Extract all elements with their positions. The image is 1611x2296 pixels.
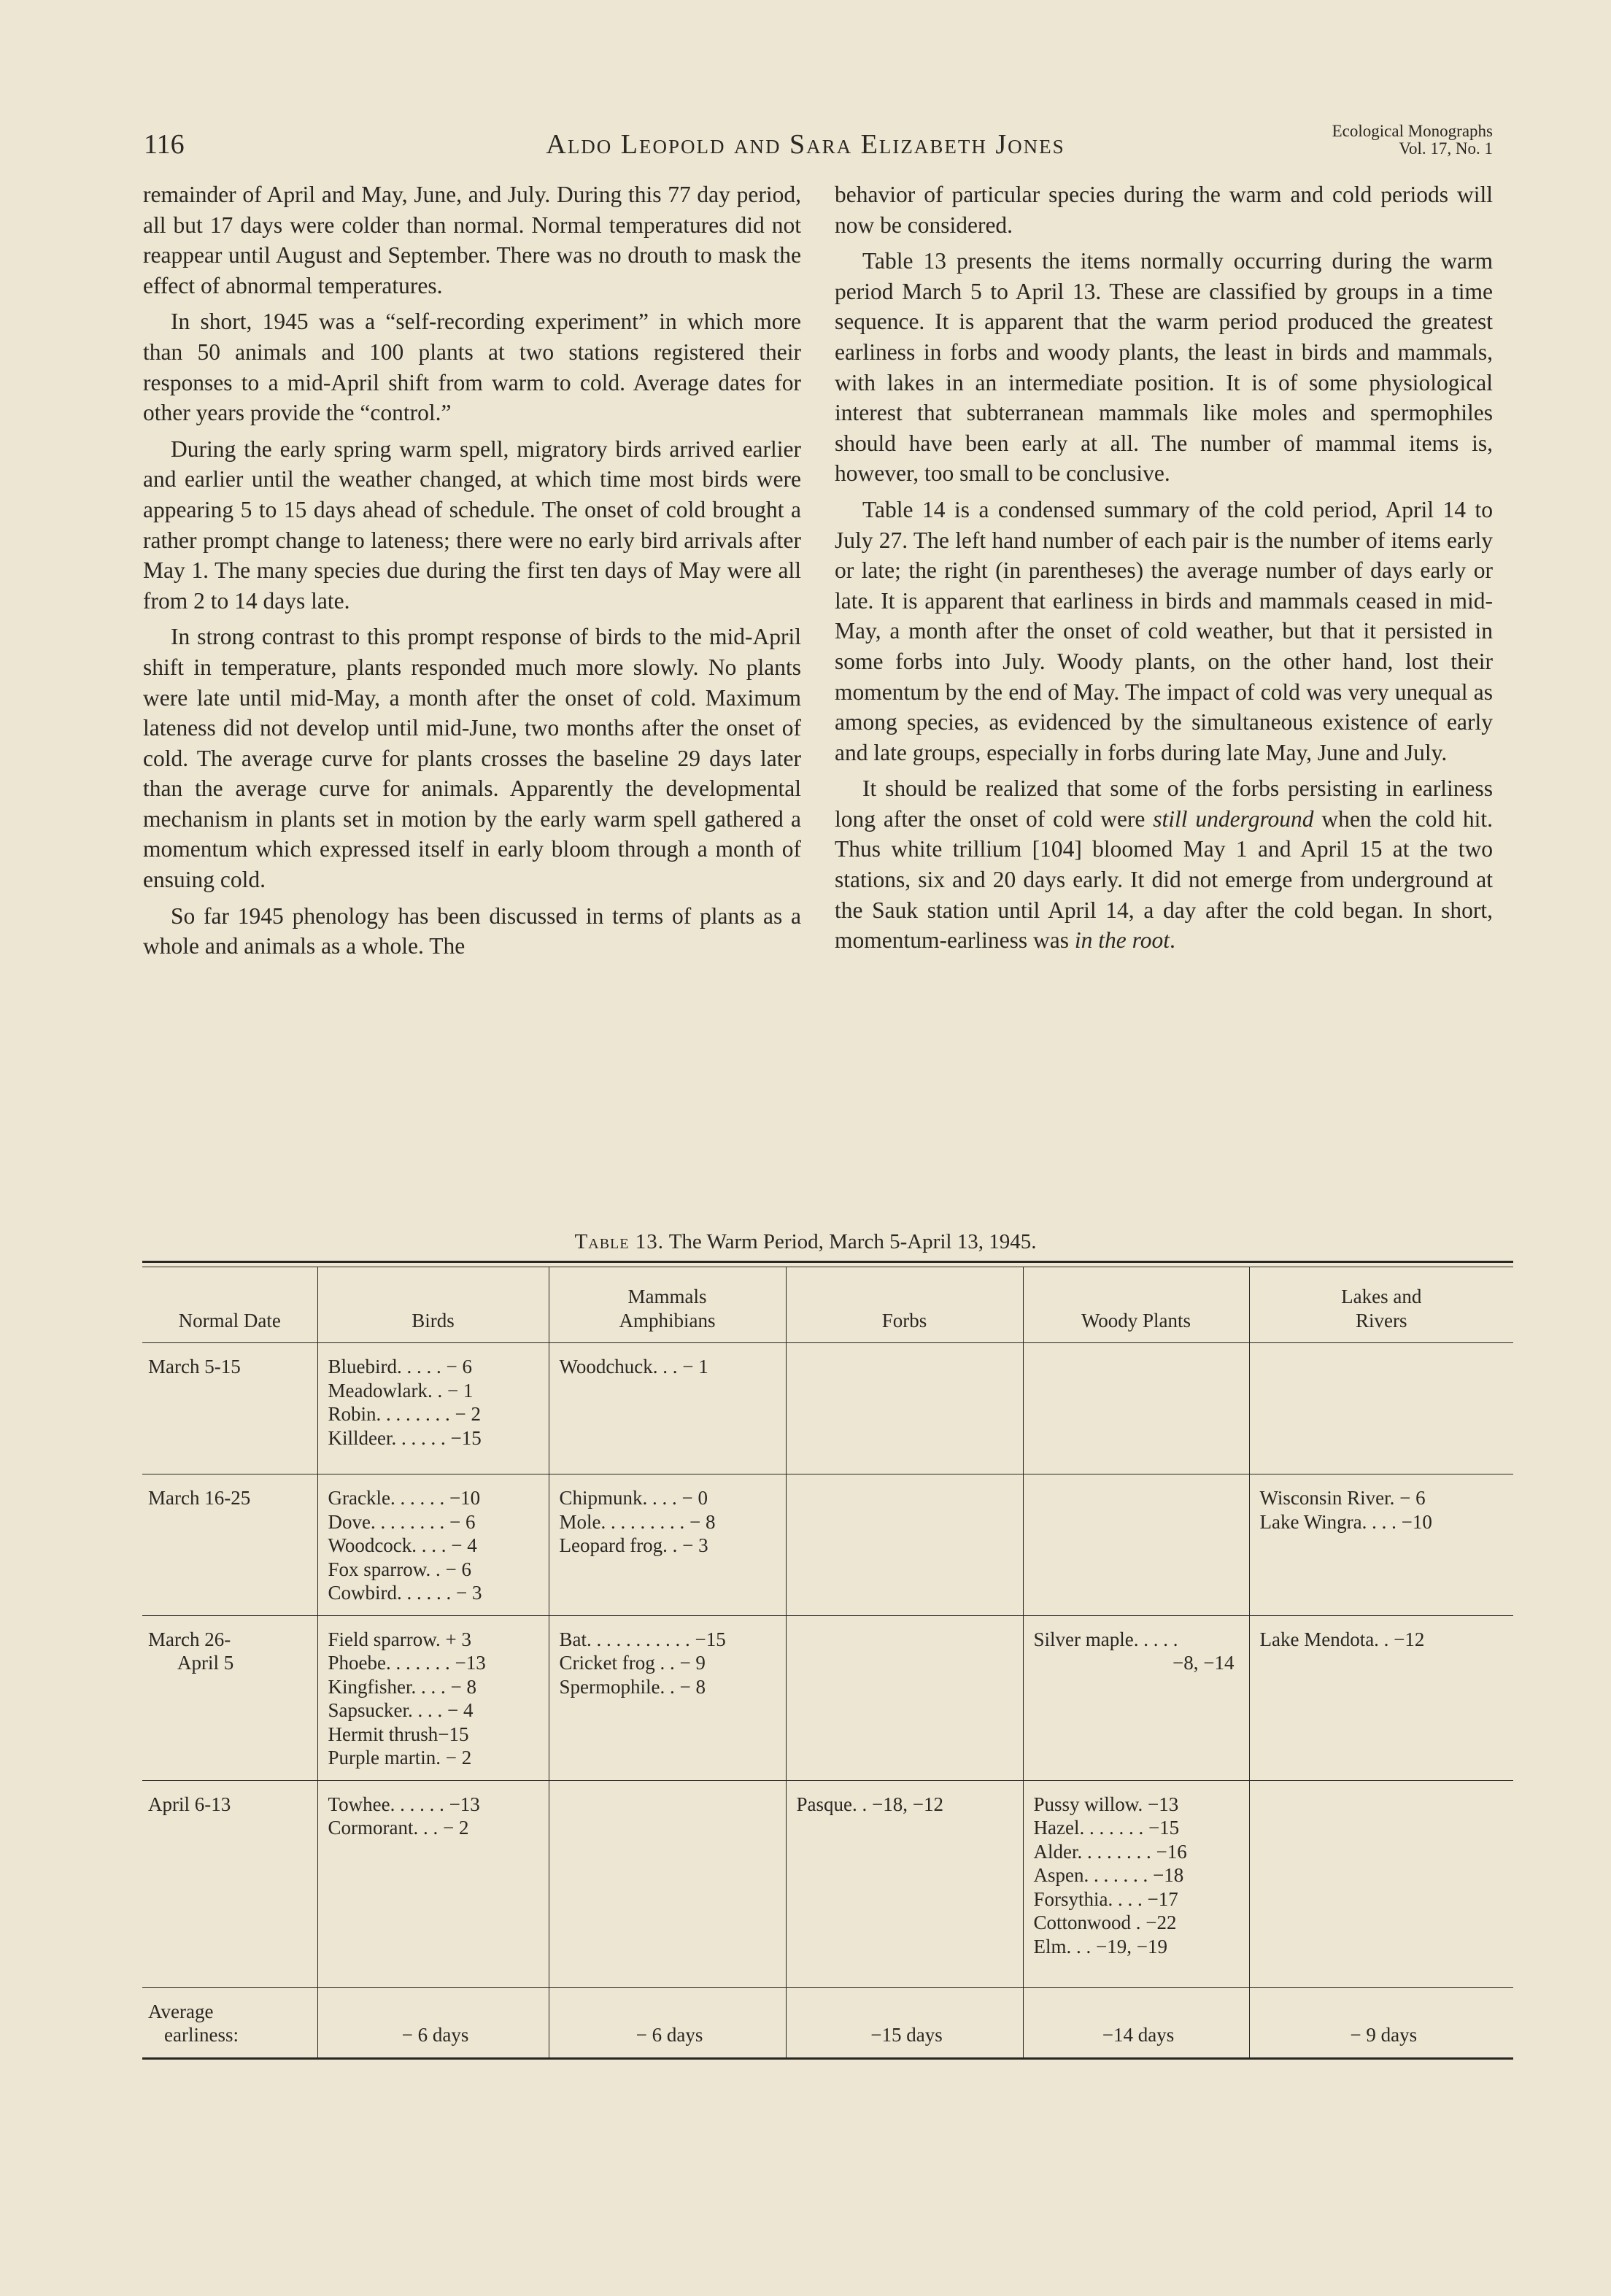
table-13	[142, 1261, 1513, 2060]
forbs-cell	[786, 1474, 1023, 1616]
table-entry: Aspen. . . . . . . −18	[1033, 1864, 1184, 1886]
average-label-line: earliness:	[164, 2024, 239, 2046]
paragraph: Table 13 presents the items normally occurring during the warm period March 5 to April 13. These are classified by groups in a time sequence. It is apparent that the warm period produced the greatest earliness in forbs and woody plants, the least in birds and mammals, with lakes in an intermediate position. It is of some physiological interest that subterranean mammals like moles and spermophiles should have been early at all. The number of mammal items is, however, too small to be conclusive.	[835, 248, 1493, 487]
paragraph: Table 14 is a condensed summary of the cold period, April 14 to July 27. The left hand number of each pair is the number of items early or late; the right (in parentheses) the average number of days early or late. It is apparent that earliness in birds and mammals ceased in mid-May, a month after the onset of cold weather, but that it persisted in some forbs into July. Woody plants, on the other hand, lost their momentum by the end of May. The impact of cold was very unequal as among species, as evidenced by the simultaneous existence of early and late groups, especially in forbs during late May, June and July.	[835, 496, 1493, 765]
emphasis: still underground	[1153, 805, 1314, 832]
woody-cell	[1023, 1615, 1249, 1780]
normal-date-cell	[142, 1780, 317, 1987]
page-header	[0, 123, 1611, 181]
header-forbs: Forbs	[786, 1267, 1023, 1343]
lakes-cell	[1249, 1780, 1513, 1987]
header-line: Rivers	[1356, 1309, 1407, 1331]
woody-cell	[1023, 1343, 1249, 1474]
date-line: March 5-15	[148, 1356, 241, 1377]
average-label-line: Average	[148, 2000, 214, 2022]
paragraph	[835, 773, 1493, 956]
table-entry: Sapsucker. . . . − 4	[328, 1699, 474, 1721]
mammals-cell	[549, 1780, 786, 1987]
table-entry: Cormorant. . . − 2	[328, 1817, 469, 1839]
text-run: when the cold hit. Thus white trillium [104] bloomed May 1 and April 15 at the two stations, six and 20 days early. It did not emerge from underground at the Sauk station until April 14, a day after the cold began. In short, momentum-earliness was	[835, 805, 1494, 954]
paragraph: behavior of particular species during the warm and cold periods will now be considered.	[835, 182, 1493, 238]
header-line: Amphibians	[619, 1309, 716, 1331]
table-entry: Purple martin. − 2	[328, 1747, 472, 1769]
woody-cell	[1023, 1780, 1249, 1987]
average-row	[142, 1987, 1513, 2058]
data-table	[142, 1267, 1513, 2060]
birds-cell	[317, 1615, 549, 1780]
table-entry: Hazel. . . . . . . −15	[1033, 1817, 1180, 1839]
journal-name: Ecological Monographs	[1332, 122, 1493, 140]
table-entry: Killdeer. . . . . . −15	[328, 1426, 482, 1449]
table-entry: Phoebe. . . . . . . −13	[328, 1652, 486, 1674]
table-entry: Bat. . . . . . . . . . . −15	[559, 1628, 726, 1650]
normal-date-cell	[142, 1343, 317, 1474]
table-caption	[0, 1230, 1611, 1254]
table-row	[142, 1343, 1513, 1474]
table-entry: Cottonwood . −22	[1033, 1912, 1177, 1933]
table-entry: Alder. . . . . . . . −16	[1033, 1840, 1187, 1863]
table-entry: Robin. . . . . . . . − 2	[328, 1403, 481, 1425]
journal-volume: Vol. 17, No. 1	[1399, 139, 1493, 158]
paragraph: During the early spring warm spell, migratory birds arrived earlier and earlier until the weather changed, at which time most birds were appearing 5 to 15 days ahead of schedule. The onset of cold brought a rather prompt change to lateness; there were no early bird arrivals after May 1. The many species due during the first ten days of May were all from 2 to 14 days late.	[143, 436, 801, 614]
average-lakes: − 9 days	[1249, 1987, 1513, 2058]
table-entry: Dove. . . . . . . . − 6	[328, 1510, 476, 1533]
normal-date-cell	[142, 1615, 317, 1780]
table-entry: Bluebird. . . . . − 6	[328, 1356, 472, 1377]
table-entry: Cowbird. . . . . . − 3	[328, 1582, 482, 1604]
forbs-cell	[786, 1343, 1023, 1474]
table-entry: Mole. . . . . . . . . − 8	[559, 1510, 716, 1533]
table-entry: Woodchuck. . . − 1	[559, 1356, 708, 1377]
table-entry: Towhee. . . . . . −13	[328, 1793, 480, 1815]
table-label: Table 13.	[574, 1230, 664, 1253]
lakes-cell	[1249, 1474, 1513, 1616]
table-top-rule	[142, 1261, 1513, 1267]
paragraph: So far 1945 phenology has been discussed in terms of plants as a whole and animals as a whole. The	[143, 902, 801, 959]
table-entry: Kingfisher. . . . − 8	[328, 1675, 476, 1698]
table-entry: Lake Mendota. . −12	[1259, 1628, 1425, 1650]
page-number: 116	[144, 129, 185, 160]
table-entry: Wisconsin River. − 6	[1259, 1487, 1426, 1509]
table-entry: Elm. . . −19, −19	[1033, 1935, 1167, 1957]
table-entry: Leopard frog. . − 3	[559, 1534, 708, 1556]
table-entry: Silver maple. . . . .	[1033, 1628, 1178, 1650]
header-birds: Birds	[317, 1267, 549, 1343]
header-line: Mammals	[627, 1286, 707, 1307]
lakes-cell	[1249, 1615, 1513, 1780]
running-title: Aldo Leopold and Sara Elizabeth Jones	[546, 129, 1065, 160]
table-entry: Lake Wingra. . . . −10	[1259, 1510, 1432, 1533]
header-lakes-rivers	[1249, 1267, 1513, 1343]
average-birds: − 6 days	[317, 1987, 549, 2058]
date-line: March 26-	[148, 1628, 231, 1650]
date-line: April 5	[177, 1652, 234, 1674]
mammals-cell	[549, 1343, 786, 1474]
journal-info	[1332, 123, 1493, 158]
header-mammals	[549, 1267, 786, 1343]
paragraph: In short, 1945 was a “self-recording experiment” in which more than 50 animals and 100 plants at two stations registered their responses to a mid-April shift from warm to cold. Average dates for other years provide the “control.”	[143, 309, 801, 426]
birds-cell	[317, 1780, 549, 1987]
birds-cell	[317, 1474, 549, 1616]
table-entry: Grackle. . . . . . −10	[328, 1487, 481, 1509]
date-line: April 6-13	[148, 1793, 231, 1815]
text-run: It should be realized that some of the forbs persisting in earliness long after the onset of cold were	[835, 776, 1493, 832]
table-header-row	[142, 1267, 1513, 1343]
table-entry: Fox sparrow. . − 6	[328, 1558, 471, 1580]
table-entry: Woodcock. . . . − 4	[328, 1534, 477, 1556]
normal-date-cell	[142, 1474, 317, 1616]
table-title: The Warm Period, March 5-April 13, 1945.	[668, 1230, 1037, 1253]
date-line: March 16-25	[148, 1487, 251, 1509]
average-label	[142, 1987, 317, 2058]
average-woody: −14 days	[1023, 1987, 1249, 2058]
header-woody-plants: Woody Plants	[1023, 1267, 1249, 1343]
table-entry: Pussy willow. −13	[1033, 1793, 1179, 1815]
paragraph: remainder of April and May, June, and July. During this 77 day period, all but 17 days were colder than normal. Normal temperatures did not reappear until August and September. There was no drouth to mask the effect of abnormal temperatures.	[143, 182, 801, 298]
table-entry: Chipmunk. . . . − 0	[559, 1487, 708, 1509]
lakes-cell	[1249, 1343, 1513, 1474]
table-entry: Meadowlark. . − 1	[328, 1379, 474, 1402]
paragraph: In strong contrast to this prompt response of birds to the mid-April shift in temperature, plants responded much more slowly. No plants were late until mid-May, a month after the onset of cold. Maximum lateness did not develop until mid-June, two months after the onset of cold. The average curve for plants crosses the baseline 29 days later than the average curve for animals. Apparently the developmental mechanism in plants set in motion by the early warm spell gathered a momentum which expressed itself in early bloom through a month of ensuing cold.	[143, 624, 801, 893]
table-row	[142, 1615, 1513, 1780]
left-column	[143, 179, 801, 962]
right-column	[835, 179, 1493, 956]
table-entry: −8, −14	[1172, 1652, 1235, 1674]
average-forbs: −15 days	[786, 1987, 1023, 2058]
table-entry: Cricket frog . . − 9	[559, 1652, 706, 1674]
header-line: Lakes and	[1341, 1286, 1422, 1307]
emphasis: in the root	[1074, 927, 1170, 954]
mammals-cell	[549, 1474, 786, 1616]
table-entry: Forsythia. . . . −17	[1033, 1887, 1178, 1910]
woody-cell	[1023, 1474, 1249, 1616]
table-entry: Field sparrow. + 3	[328, 1628, 471, 1650]
forbs-cell	[786, 1615, 1023, 1780]
table-row	[142, 1780, 1513, 1987]
forbs-cell	[786, 1780, 1023, 1987]
birds-cell	[317, 1343, 549, 1474]
table-entry: Spermophile. . − 8	[559, 1675, 706, 1698]
table-row	[142, 1474, 1513, 1616]
average-mammals: − 6 days	[549, 1987, 786, 2058]
table-body	[142, 1343, 1513, 2059]
table-entry: Hermit thrush−15	[328, 1723, 469, 1745]
mammals-cell	[549, 1615, 786, 1780]
text-run: .	[1170, 927, 1175, 954]
table-entry: Pasque. . −18, −12	[796, 1793, 943, 1815]
header-normal-date: Normal Date	[142, 1267, 317, 1343]
